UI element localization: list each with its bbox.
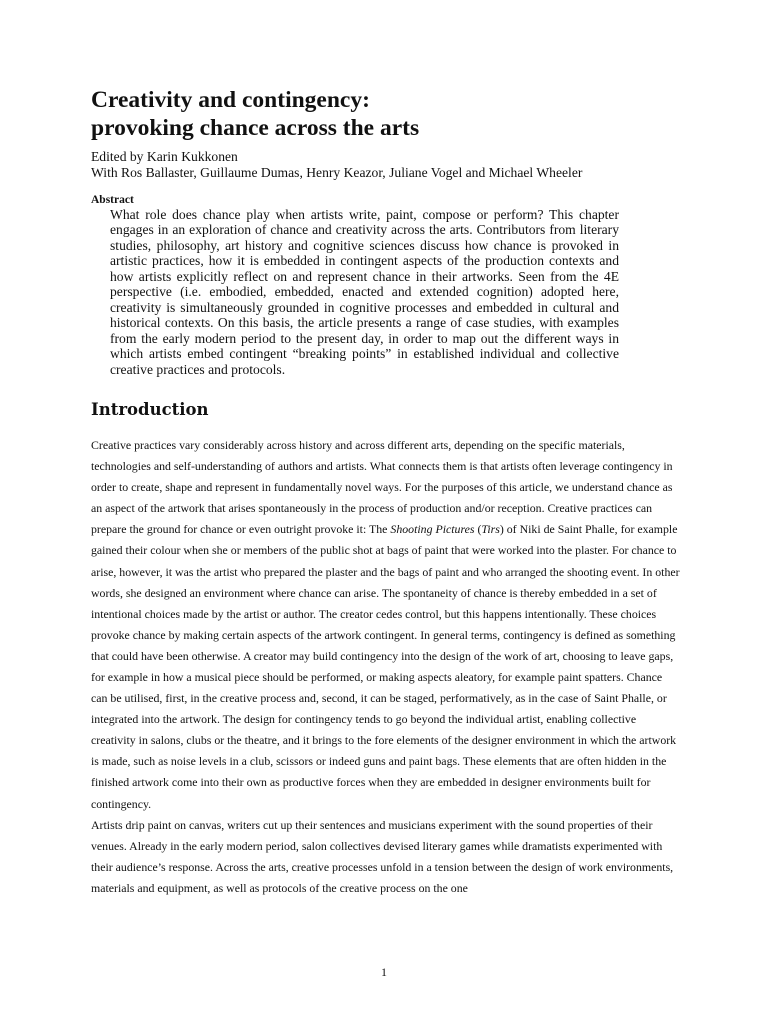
artwork-alt-title-italic: Tirs xyxy=(481,522,500,537)
paragraph-1-text-c: ) of Niki de Saint Phalle, for example gained their colour when she or members of the public shot at bags of paint that were worked into the plaster. For chance to arise, however, it was the artist who prepared the plaster and the bags of paint and who arranged the shooting event. In other words, she designed an environment where chance can arise. The spontaneity of chance is thereby embedded in a set of intentional choices made by the artist or author. The creator cedes control, but this happens intentionally. These choices provoke chance by making certain aspects of the artwork contingent. In general terms, contingency is defined as something that could have been otherwise. A creator may build contingency into the design of the work of art, choosing to leave gaps, for example in how a musical piece should be performed, or making aspects aleatory, for example paint spatters. Chance can be utilised, first, in the creative process and, second, it can be staged, performatively, as in the case of Saint Phalle, or integrated into the artwork. The design for contingency tends to go beyond the individual artist, enabling collective creativity in salons, clubs or the theatre, and it brings to the fore elements of the designer environment in which the artwork is made, such as noise levels in a club, scissors or indeed guns and paint bags. These elements that are often hidden in the finished artwork come into their own as productive forces when they are embedded in designer environments built for contingency. xyxy=(91,522,680,811)
abstract-label: Abstract xyxy=(91,194,134,206)
paragraph-1-text-a: Creative practices vary considerably across history and across different arts, depending on the specific materials, technologies and self-understanding of authors and artists. What connects them is that artists often leverage contingency in order to create, shape and represent in fundamentally novel ways. For the purposes of this article, we understand chance as an aspect of the artwork that arises spontaneously in the process of production and/or reception. Creative practices can prepare the ground for chance or even outright provoke it: The xyxy=(91,437,673,537)
title-line-2: provoking chance across the arts xyxy=(91,115,420,141)
page-number: 1 xyxy=(381,965,387,979)
paragraph-2: Artists drip paint on canvas, writers cut up their sentences and musicians experiment with the sound properties of their venues. Already in the early modern period, salon collectives devised literary games while dramatists experimented with their audience’s response. Across the arts, creative processes unfold in a tension between the design of work environments, materials and equipment, as well as protocols of the creative process on the one xyxy=(91,817,674,895)
abstract-text: What role does chance play when artists write, paint, compose or perform? This chapter engages in an exploration of chance and creativity across the arts. Contributors from literary studies, philosophy, art history and cognitive sciences discuss how chance is provoked in artistic practices, how it is embedded in contingent aspects of the production contexts and how artists explicitly reflect on and represent chance in their artworks. Seen from the 4E perspective (i.e. embodied, embedded, enacted and extended cognition) adopted here, creativity is simultaneously grounded in cognitive processes and embedded in cultural and historical contexts. On this basis, the article presents a range of case studies, with examples from the early modern period to the present day, in order to map out the different ways in which artists embed contingent “breaking points” in established individual and collective creative practices and protocols. xyxy=(110,207,619,377)
body-text xyxy=(91,435,681,899)
paragraph-1 xyxy=(91,435,681,815)
document-title xyxy=(91,86,676,142)
document-page xyxy=(91,86,680,899)
paragraph-1-text-b: ( xyxy=(474,522,482,537)
contributors-line: With Ros Ballaster, Guillaume Dumas, Henry Keazor, Juliane Vogel and Michael Wheeler xyxy=(91,164,583,180)
title-line-1: Creativity and contingency: xyxy=(91,87,370,113)
editor-line: Edited by Karin Kukkonen xyxy=(91,149,238,164)
editors-block xyxy=(91,149,676,180)
introduction-heading: Introduction xyxy=(91,399,209,419)
artwork-title-italic: Shooting Pictures xyxy=(390,522,475,537)
